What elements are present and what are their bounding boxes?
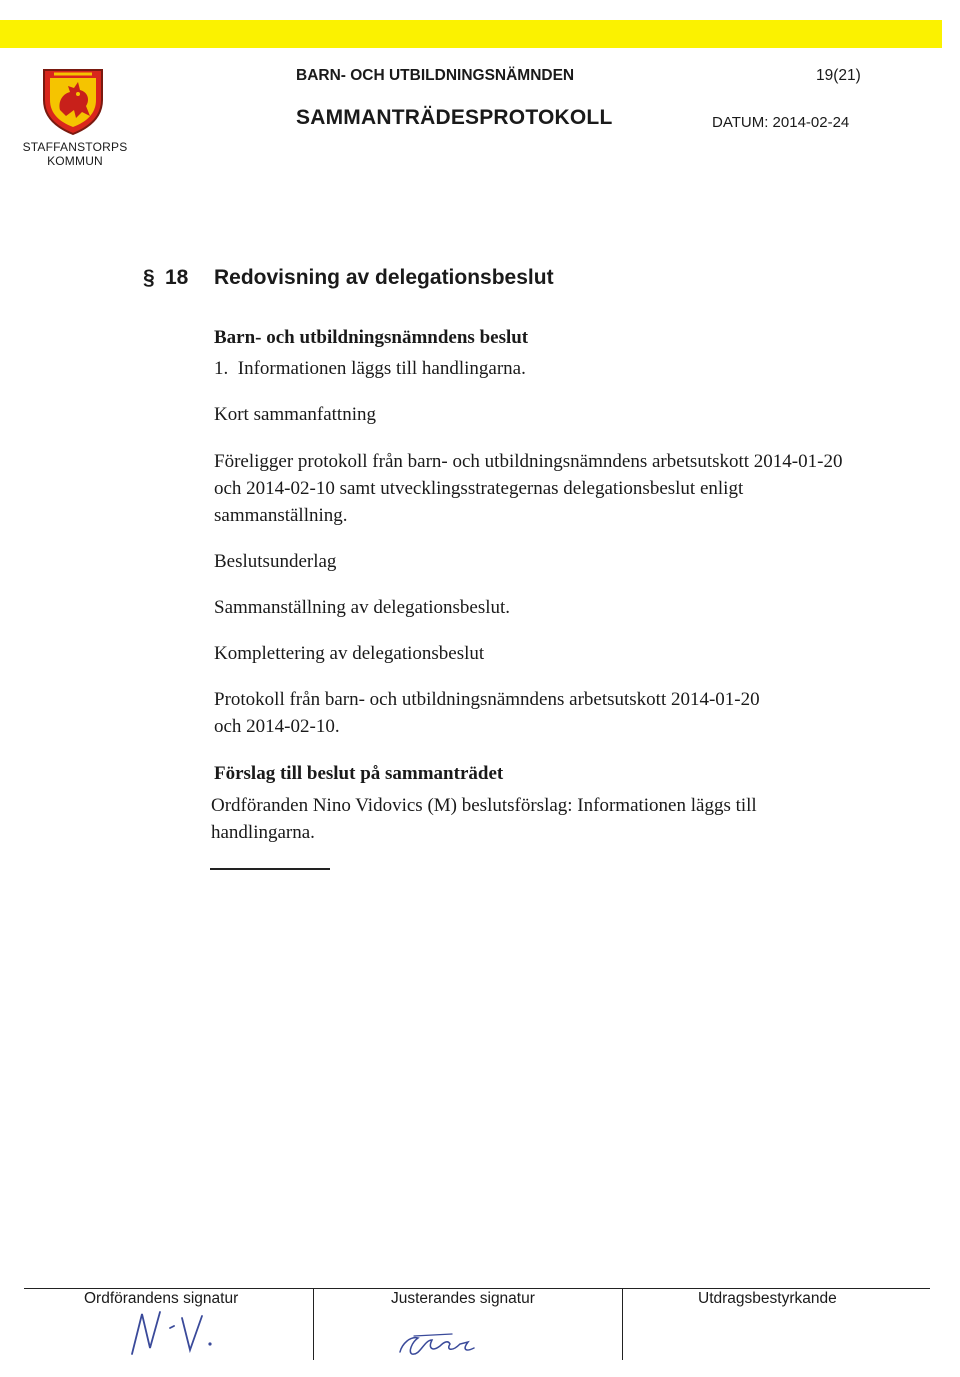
sammanfattning-text: Föreligger protokoll från barn- och utbildningsnämndens arbetsutskott 2014-01-20 och 2014-02-10 samt utvecklingsstrategernas delegationsbeslut enligt sammanställning. — [214, 451, 843, 526]
underlag-item-3: Protokoll från barn- och utbildningsnämndens arbetsutskott 2014-01-20 och 2014-02-10. — [214, 689, 760, 737]
underlag-item-2: Komplettering av delegationsbeslut — [214, 643, 485, 664]
end-rule — [210, 868, 330, 870]
underlag-heading: Beslutsunderlag — [214, 551, 337, 572]
paragraph-title: Redovisning av delegationsbeslut — [214, 266, 554, 289]
footer-top-line — [24, 1288, 930, 1289]
coat-of-arms-icon — [40, 64, 106, 136]
adjuster-signature — [392, 1322, 492, 1362]
sammanfattning-heading: Kort sammanfattning — [214, 404, 376, 425]
forslag-text: Ordföranden Nino Vidovics (M) beslutsförslag: Informationen läggs till handlingarna. — [211, 795, 757, 843]
document-title: SAMMANTRÄDESPROTOKOLL — [296, 106, 613, 129]
department-name: BARN- OCH UTBILDNINGSNÄMNDEN — [296, 67, 575, 84]
footer-justerande-label: Justerandes signatur — [391, 1290, 535, 1307]
chair-signature — [126, 1306, 226, 1358]
municipality-name — [22, 140, 128, 168]
yellow-highlight-band — [0, 20, 942, 48]
municipality-line-2: KOMMUN — [47, 154, 103, 168]
footer-divider-1 — [313, 1288, 314, 1360]
footer-ordforande-label: Ordförandens signatur — [84, 1290, 239, 1307]
municipality-line-1: STAFFANSTORPS — [22, 140, 128, 154]
underlag-item-1: Sammanställning av delegationsbeslut. — [214, 597, 511, 618]
section-sign: § — [143, 266, 155, 289]
page-number: 19(21) — [816, 67, 861, 84]
paragraph-num: 18 — [165, 266, 189, 289]
paragraph-number — [143, 266, 188, 290]
beslut-heading: Barn- och utbildningsnämndens beslut — [214, 327, 529, 348]
footer-divider-2 — [622, 1288, 623, 1360]
forslag-heading: Förslag till beslut på sammanträdet — [214, 763, 504, 784]
document-date: DATUM: 2014-02-24 — [712, 114, 850, 131]
beslut-item: 1. Informationen läggs till handlingarna. — [214, 358, 526, 379]
footer-utdrag-label: Utdragsbestyrkande — [698, 1290, 837, 1307]
